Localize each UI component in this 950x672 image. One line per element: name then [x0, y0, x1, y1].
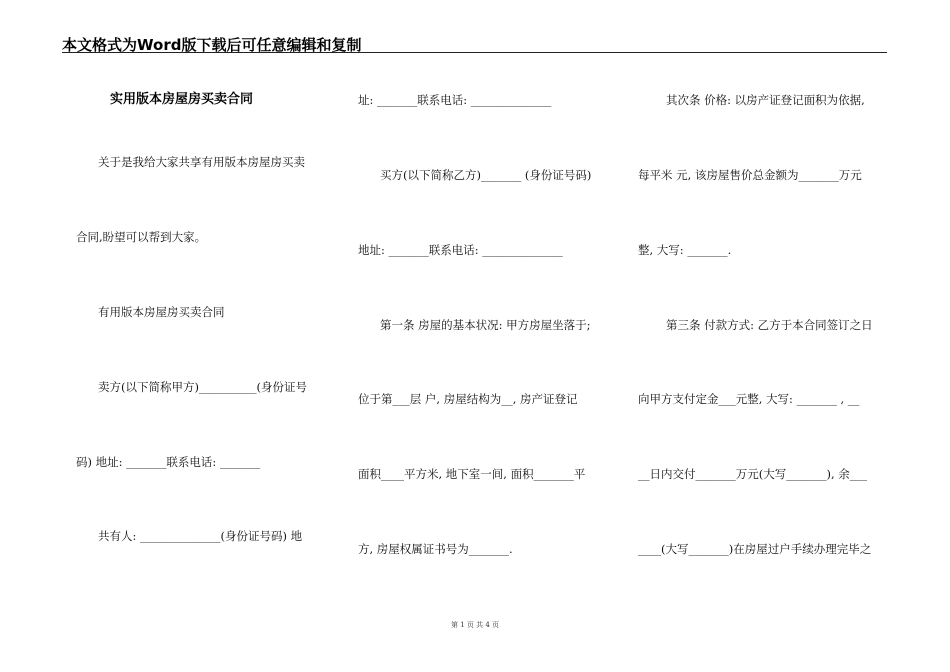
paragraph-line: 址: _______联系电话: ______________: [358, 93, 552, 107]
column-2: [358, 0, 616, 672]
paragraph-line: 共有人: ______________(身份证号码) 地: [98, 529, 303, 543]
paragraph-line: 面积____平方米, 地下室一间, 面积_______平: [358, 467, 586, 481]
paragraph-line: 整, 大写: _______.: [638, 243, 732, 257]
column-3: [638, 0, 888, 672]
column-1: [76, 0, 326, 672]
paragraph-line: 合同,盼望可以帮到大家。: [76, 230, 207, 244]
paragraph-line: 有用版本房屋房买卖合同: [98, 305, 225, 319]
paragraph-line: 第一条 房屋的基本状况: 甲方房屋坐落于;: [380, 318, 591, 332]
paragraph-line: 买方(以下简称乙方)_______ (身份证号码): [380, 168, 592, 182]
header-title: 本文格式为Word版下载后可任意编辑和复制: [62, 36, 362, 54]
paragraph-line: 码) 地址: _______联系电话: _______: [76, 455, 261, 469]
page-number-footer: 第 1 页 共 4 页: [450, 621, 500, 629]
paragraph-line: 关于是我给大家共享有用版本房屋房买卖: [98, 155, 305, 169]
paragraph-line: 向甲方支付定金___元整, 大写: _______ , __: [638, 392, 860, 406]
paragraph-line: 位于第___层 户, 房屋结构为__, 房产证登记: [358, 392, 578, 406]
paragraph-line: 方, 房屋权属证书号为_______.: [358, 542, 513, 556]
paragraph-line: 卖方(以下简称甲方)__________(身份证号: [98, 380, 307, 394]
document-title: 实用版本房屋房买卖合同: [110, 92, 254, 107]
paragraph-line: 第三条 付款方式: 乙方于本合同签订之日: [666, 318, 873, 332]
paragraph-line: ____(大写_______)在房屋过户手续办理完毕之: [638, 542, 872, 556]
paragraph-line: 其次条 价格: 以房产证登记面积为依据,: [666, 93, 865, 107]
paragraph-line: 每平米 元, 该房屋售价总金额为_______万元: [638, 168, 862, 182]
paragraph-line: __日内交付_______万元(大写_______), 余___: [638, 467, 868, 481]
paragraph-line: 地址: _______联系电话: ______________: [358, 243, 563, 257]
